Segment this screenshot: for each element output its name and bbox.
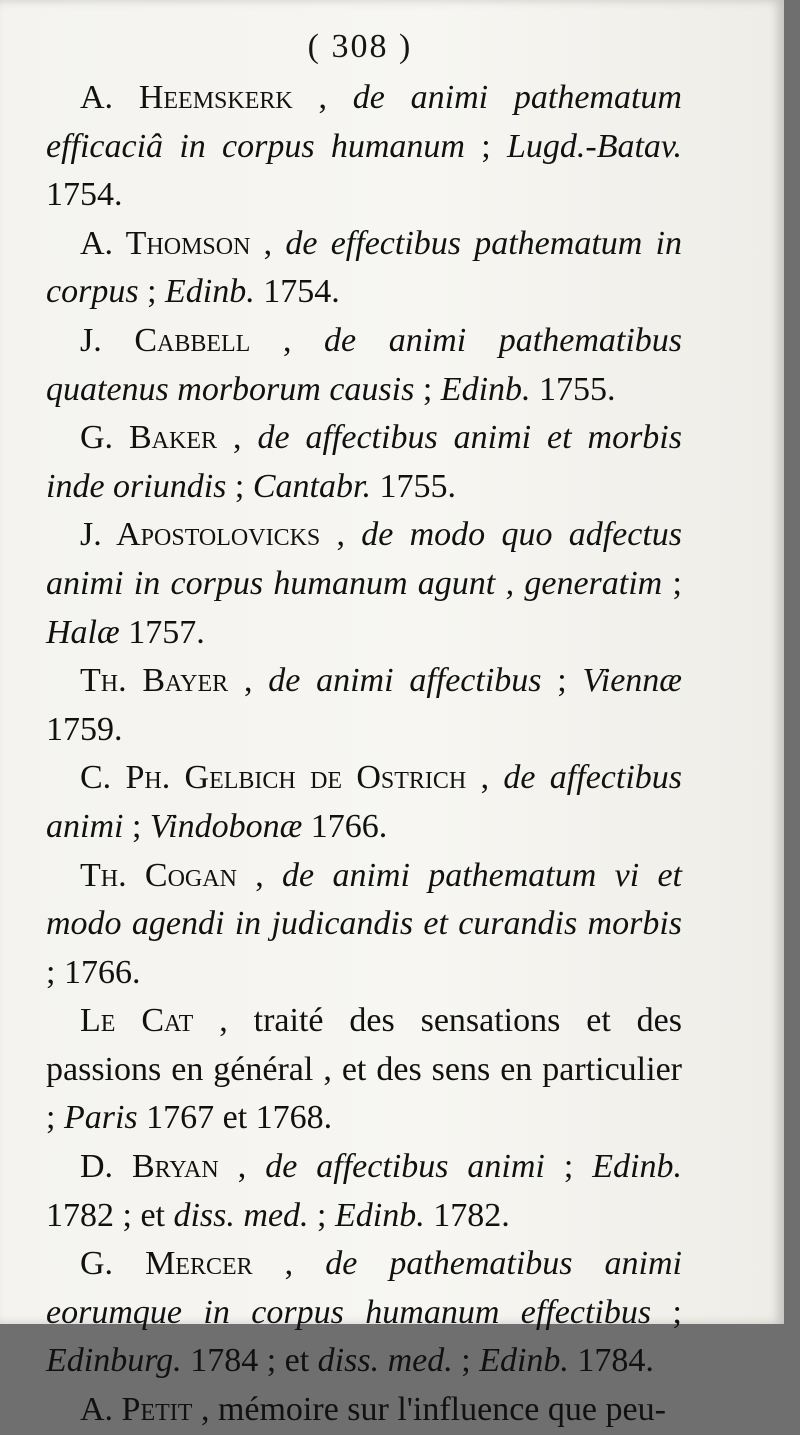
entry-separator: , — [250, 321, 325, 359]
bibliography-entry — [46, 317, 682, 414]
bibliography-text — [46, 74, 682, 1435]
bibliography-entry — [46, 414, 682, 511]
entry-text: ; — [226, 467, 253, 505]
entry-author: G. Baker — [80, 419, 218, 457]
entry-text: ; — [452, 1342, 480, 1380]
bibliography-entry — [46, 657, 682, 754]
entry-text: ; — [662, 564, 682, 602]
entry-author: J. Cabbell — [80, 321, 251, 359]
bibliography-entry — [46, 754, 682, 851]
entry-text: 1766. — [302, 807, 388, 845]
entry-separator: , — [193, 1002, 254, 1040]
entry-title-italic: Edinb. — [335, 1196, 425, 1234]
entry-author: J. Apostolovicks — [80, 516, 321, 554]
entry-author: A. Petit — [80, 1391, 193, 1429]
entry-title-italic: de animi affectibus — [268, 662, 542, 700]
entry-separator: , — [250, 224, 286, 262]
bibliography-entry — [46, 1143, 682, 1240]
entry-separator: , — [228, 662, 269, 700]
bibliography-entry — [46, 511, 682, 657]
entry-title-italic: de effectibus pathematum in corpus — [46, 224, 682, 311]
bibliography-entry — [46, 1386, 682, 1435]
entry-text: 1784 ; et — [181, 1342, 318, 1380]
entry-title-italic: Edinburg. — [46, 1342, 182, 1380]
bibliography-entry — [46, 74, 682, 220]
entry-title-italic: Halæ — [46, 613, 120, 651]
entry-title-italic: de animi pathematum vi et modo agendi in judicandis et curandis morbis — [46, 856, 682, 943]
entry-text: 1754. — [46, 176, 123, 214]
entry-separator: , — [292, 79, 353, 116]
entry-author: C. Ph. Gelbich de Ostrich — [80, 759, 467, 797]
entry-text: 1755. — [370, 467, 456, 505]
entry-separator: , — [192, 1391, 218, 1429]
entry-separator: , — [466, 759, 504, 797]
entry-separator: , — [252, 1245, 326, 1283]
entry-text: ; — [651, 1293, 682, 1331]
entry-text: 1757. — [119, 613, 205, 651]
entry-text: ; — [464, 127, 507, 165]
entry-author: G. Mercer — [80, 1245, 253, 1283]
entry-text: ; — [308, 1196, 335, 1234]
entry-title-italic: de affectibus animi et morbis inde oriundis — [46, 419, 682, 505]
entry-text: mémoire sur l'influence que peu- — [217, 1391, 666, 1429]
entry-separator: , — [236, 856, 283, 894]
entry-title-italic: diss. med. — [317, 1342, 453, 1380]
entry-title-italic: Vindobonæ — [149, 807, 303, 845]
entry-separator: , — [217, 419, 258, 457]
entry-author: Th. Bayer — [80, 662, 229, 700]
entry-title-italic: Viennæ — [582, 662, 682, 700]
entry-text: 1767 et 1768. — [137, 1099, 333, 1137]
entry-text: 1754. — [254, 273, 340, 311]
entry-author: A. Heemskerk — [80, 79, 293, 116]
entry-text: ; — [544, 1148, 593, 1186]
entry-title-italic: de animi pathematum efficaciâ in corpus humanum — [46, 79, 682, 165]
entry-title-italic: diss. med. — [173, 1196, 309, 1234]
entry-title-italic: de affectibus animi — [265, 1148, 545, 1186]
entry-author: D. Bryan — [80, 1148, 219, 1186]
entry-text: ; — [123, 807, 150, 845]
entry-text: ; — [138, 273, 166, 311]
entry-title-italic: Lugd.-Batav. — [506, 127, 682, 165]
bibliography-entry — [46, 997, 682, 1143]
entry-text: traité des sensations et des passions en général , et des sens en particulier ; — [46, 1002, 683, 1137]
entry-text: 1784. — [568, 1342, 654, 1380]
entry-author: Th. Cogan — [80, 856, 237, 894]
entry-title-italic: Paris — [63, 1099, 138, 1137]
entry-text: 1755. — [530, 370, 616, 408]
entry-title-italic: Edinb. — [165, 273, 255, 311]
bibliography-entry — [46, 220, 682, 317]
entry-title-italic: Edinb. — [440, 370, 531, 408]
bibliography-entry — [46, 1240, 682, 1386]
entry-title-italic: de affectibus animi — [46, 759, 683, 845]
entry-author: A. Thomson — [80, 224, 251, 262]
entry-text: 1759. — [46, 710, 123, 748]
entry-text: ; 1766. — [46, 953, 141, 991]
entry-text: 1782. — [424, 1196, 510, 1234]
entry-text: 1782 ; et — [46, 1196, 174, 1234]
entry-text: ; — [541, 662, 583, 700]
entry-text: ; — [414, 370, 441, 408]
entry-author: Le Cat — [80, 1002, 194, 1040]
entry-separator: , — [218, 1148, 266, 1186]
entry-title-italic: Cantabr. — [252, 467, 371, 505]
bibliography-entry — [46, 852, 682, 998]
entry-title-italic: Edinb. — [479, 1342, 569, 1380]
page-number: ( 308 ) — [307, 28, 413, 65]
entry-title-italic: de pathematibus animi eorumque in corpus humanum effectibus — [46, 1245, 682, 1331]
entry-separator: , — [320, 516, 362, 554]
entry-title-italic: de modo quo adfectus animi in corpus humanum agunt , generatim — [46, 516, 683, 602]
entry-title-italic: Edinb. — [592, 1148, 682, 1186]
entry-title-italic: de animi pathematibus quatenus morborum causis — [46, 321, 682, 408]
